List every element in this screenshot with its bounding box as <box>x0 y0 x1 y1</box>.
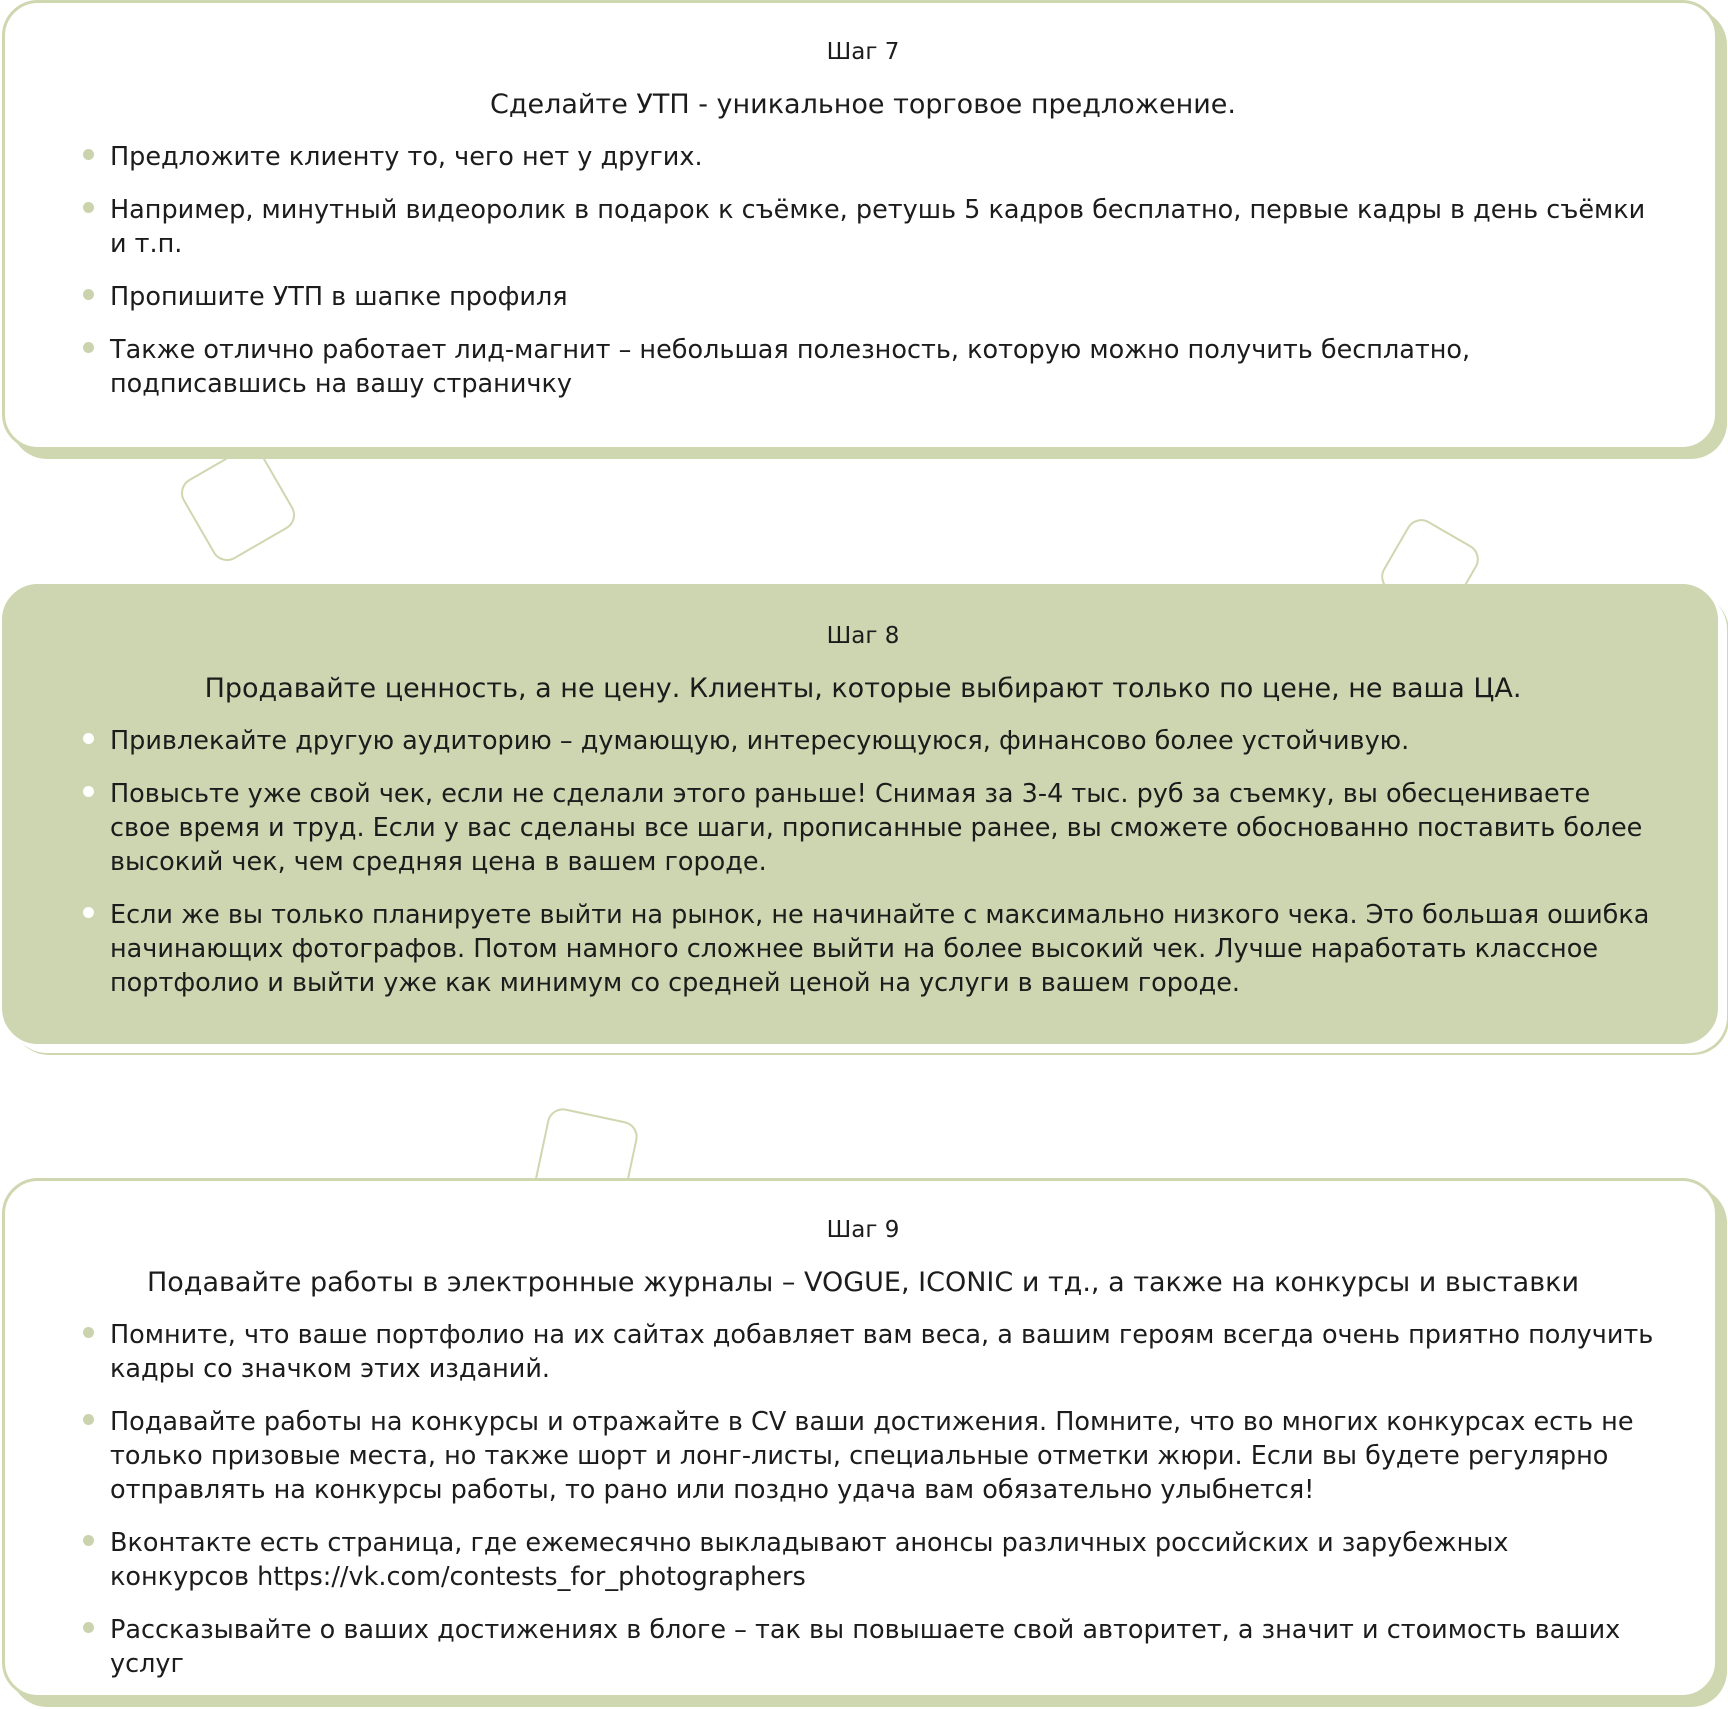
bullet-dot-icon <box>83 733 94 744</box>
bullet-dot-icon <box>83 1535 94 1546</box>
list-item-text: Вконтакте есть страница, где ежемесячно выкладывают анонсы различных российских и зарубежных конкурсов https://vk.com/contests_for_photographers <box>110 1528 1509 1592</box>
bullet-dot-icon <box>83 1414 94 1425</box>
step-label: Шаг 9 <box>826 1217 900 1243</box>
list-item-text: Привлекайте другую аудиторию – думающую, интересующуюся, финансово более устойчивую. <box>110 726 1410 756</box>
decorative-square-1 <box>175 441 301 567</box>
list-item <box>110 724 1655 758</box>
list-item <box>110 333 1655 401</box>
list-item-text: Если же вы только планируете выйти на рынок, не начинайте с максимально низкого чека. Это большая ошибка начинающих фотографов. Потом намного сложнее выйти на более высокий чек. Лучше наработать классное портфолио и выйти уже как минимум со средней ценой на услуги в вашем городе. <box>110 900 1650 998</box>
list-item-text: Например, минутный видеоролик в подарок к съёмке, ретушь 5 кадров бесплатно, первые кадры в день съёмки и т.п. <box>110 195 1646 259</box>
bullet-list <box>110 724 1655 1000</box>
bullet-dot-icon <box>83 342 94 353</box>
step-8-card <box>2 584 1718 1044</box>
list-item-text: Пропишите УТП в шапке профиля <box>110 282 568 312</box>
bullet-dot-icon <box>83 907 94 918</box>
bullet-list <box>110 1318 1655 1681</box>
bullet-dot-icon <box>83 202 94 213</box>
bullet-dot-icon <box>83 1327 94 1338</box>
list-item-text: Подавайте работы на конкурсы и отражайте в CV ваши достижения. Помните, что во многих конкурсах есть не только призовые места, но также шорт и лонг-листы, специальные отметки жюри. Если вы будете регулярно отправлять на конкурсы работы, то рано или поздно удача вам обязательно улыбнется! <box>110 1407 1634 1505</box>
list-item-text: Помните, что ваше портфолио на их сайтах добавляет вам веса, а вашим героям всегда очень приятно получить кадры со значком этих изданий. <box>110 1320 1654 1384</box>
step-title: Подавайте работы в электронные журналы – VOGUE, ICONIC и тд., а также на конкурсы и выставки <box>146 1267 1579 1298</box>
list-item-text: Предложите клиенту то, чего нет у других. <box>110 142 703 172</box>
list-item <box>110 1318 1655 1386</box>
step-title: Продавайте ценность, а не цену. Клиенты, которые выбирают только по цене, не ваша ЦА. <box>204 673 1522 704</box>
bullet-dot-icon <box>83 289 94 300</box>
bullet-list <box>110 140 1655 401</box>
bullet-dot-icon <box>83 786 94 797</box>
list-item <box>110 898 1655 1000</box>
list-item-text: Повысьте уже свой чек, если не сделали этого раньше! Снимая за 3-4 тыс. руб за съемку, вы обесцениваете свое время и труд. Если у вас сделаны все шаги, прописанные ранее, вы сможете обоснованно поставить более высокий чек, чем средняя цена в вашем городе. <box>110 779 1643 877</box>
list-item <box>110 193 1655 261</box>
list-item <box>110 140 1655 174</box>
list-item <box>110 1405 1655 1507</box>
step-label: Шаг 8 <box>826 623 900 649</box>
list-item <box>110 777 1655 879</box>
step-title: Сделайте УТП - уникальное торговое предложение. <box>489 89 1237 120</box>
step-label: Шаг 7 <box>826 39 900 65</box>
list-item <box>110 1526 1655 1594</box>
list-item <box>110 280 1655 314</box>
bullet-dot-icon <box>83 1622 94 1633</box>
list-item <box>110 1613 1655 1681</box>
list-item-text: Рассказывайте о ваших достижениях в блоге – так вы повышаете свой авторитет, а значит и стоимость ваших услуг <box>110 1615 1621 1679</box>
list-item-text: Также отлично работает лид-магнит – небольшая полезность, которую можно получить бесплатно, подписавшись на вашу страничку <box>110 335 1471 399</box>
bullet-dot-icon <box>83 149 94 160</box>
step-7-card <box>2 0 1718 450</box>
step-9-card <box>2 1178 1718 1698</box>
